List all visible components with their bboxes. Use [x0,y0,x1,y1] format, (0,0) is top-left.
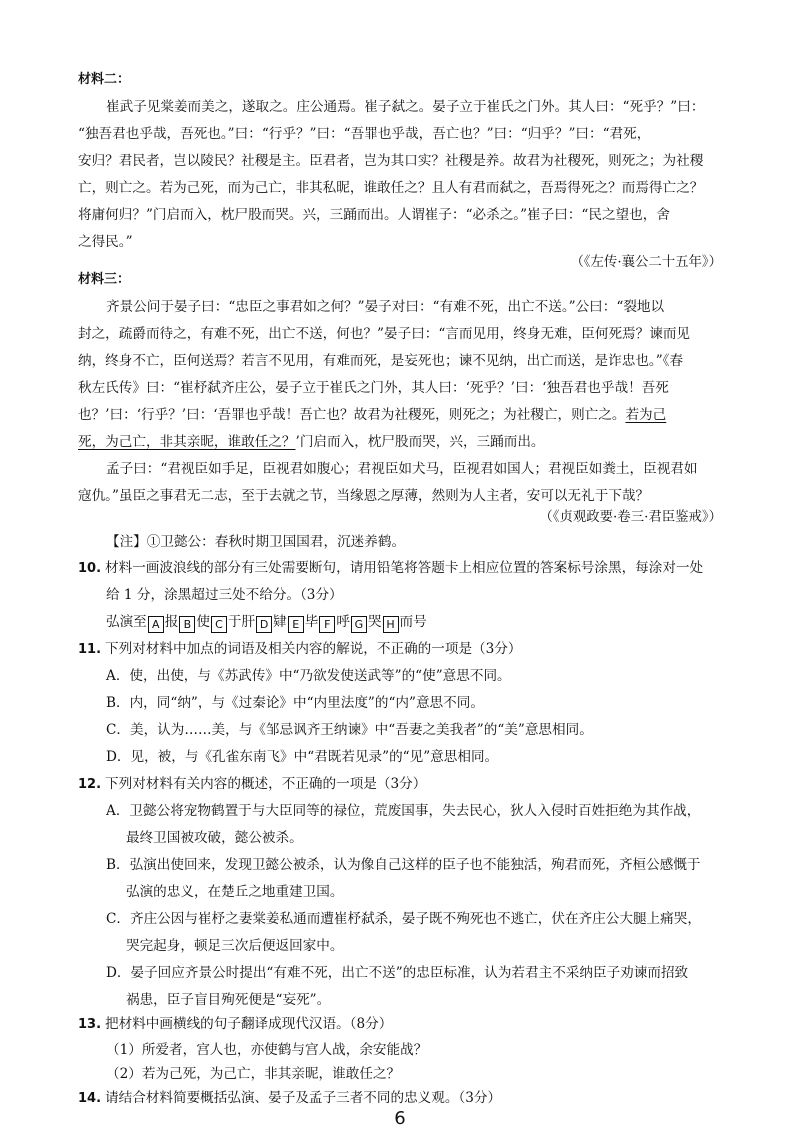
material2-line-3: 安归？君民者，岂以陵民？社稷是主。臣君者，岂为其口实？社稷是养。故君为社稷死，则死之；为社稷 [78,153,704,169]
question-13-number: 13. [78,1017,102,1032]
question-14-stem: 请结合材料简要概括弘演、晏子及孟子三者不同的忠义观。（3分） [105,1090,502,1106]
question-11-option-a: A．使，出使，与《苏武传》中“乃欲发使送武等”的“使”意思不同。 [106,668,511,684]
material3-line-2: 封之，疏爵而待之，有难不死，出亡不送，何也？”晏子曰：“言而见用，终身无难，臣何死焉？谏而见 [78,326,691,342]
segment-text: 使 [196,614,210,630]
material2-line-1: 崔武子见棠姜而美之，遂取之。庄公通焉。崔子弑之。晏子立于崔氏之门外。其人曰：“死乎？”曰： [106,99,705,115]
question-12-stem: 下列对材料有关内容的概述，不正确的一项是（3分） [105,776,427,792]
segment-text: 报 [164,614,179,630]
question-12-option-b-line-1: B．弘演出使回来，发现卫懿公被杀，认为像自己这样的臣子也不能独活，殉君而死，齐桓公感慨于 [106,857,701,873]
question-12-option-c-line-2: 哭完起身，顿足三次后便返回家中。 [126,938,344,954]
material3-line-1: 齐景公问于晏子曰：“忠臣之事君如之何？”晏子对曰：“有难不死，出亡不送。”公曰：“裂地以 [106,299,665,315]
question-11-option-d: D．见，被，与《孔雀东南飞》中“君既若见录”的“见”意思相同。 [106,749,499,765]
question-12-option-d-line-1: D．晏子回应齐景公时提出“有难不死，出亡不送”的忠臣标准，认为若君主不采纳臣子劝谏而招致 [106,965,689,981]
question-10-stem-line-1: 材料一画波浪线的部分有三处需要断句，请用铅笔将答题卡上相应位置的答案标号涂黑，每涂对一处 [105,560,704,576]
question-11-number: 11. [78,642,102,657]
material2-line-4: 亡，则亡之。若为己死，而为己亡，非其私昵，谁敢任之？且人有君而弑之，吾焉得死之？而焉得亡之？ [78,180,704,196]
question-11-stem: 下列对材料中加点的词语及相关内容的解说，不正确的一项是（3分） [105,641,522,657]
answer-box-a[interactable]: A [148,616,164,633]
material3-line-6-rest: ’门启而入，枕尸股而哭，兴，三踊而出。 [295,434,545,450]
material3-line-3: 纳，终身不亡，臣何送焉？若言不见用，有难而死，是妄死也；谏不见纳，出亡而送，是诈忠也。”《春 [78,353,684,369]
material2-heading: 材料二： [78,72,131,87]
question-10 [78,558,703,579]
question-11-option-c: C．美，认为……美，与《邹忌讽齐王纳谏》中“吾妻之美我者”的“美”意思相同。 [106,722,593,738]
question-10-number: 10. [78,561,102,576]
segment-text: 肄 [273,614,287,630]
segment-text: 呼 [336,614,350,630]
material3-heading: 材料三： [78,272,131,287]
segment-text: 于肝 [227,614,256,630]
question-14-number: 14. [78,1091,102,1106]
answer-box-g[interactable]: G [351,616,367,633]
question-12 [78,774,426,795]
mengzi-line-1: 孟子曰：“君视臣如手足，臣视君如腹心；君视臣如犬马，臣视君如国人；君视臣如粪土，臣视君如 [106,461,698,477]
question-14 [78,1088,501,1109]
question-10-stem-line-2: 给 1 分，涂黑超过三处不给分。（3分） [106,587,343,603]
question-12-option-d-line-2: 祸患，臣子盲目殉死便是“妄死”。 [126,992,331,1008]
question-12-option-b-line-2: 弘演的忠义，在楚丘之地重建卫国。 [126,884,344,900]
segment-text: 而号 [399,614,427,630]
mengzi-line-2: 寇仇。”虽臣之事君无二志，至于去就之节，当缘恩之厚薄，然则为人主者，安可以无礼于下哉？ [78,488,650,504]
material2-source: （《左传·襄公二十五年》） [570,255,722,270]
segment-text: 毕 [304,614,319,630]
question-13-stem: 把材料中画横线的句子翻译成现代汉语。（8分） [105,1016,393,1032]
page-number: 6 [394,1108,406,1129]
answer-box-h[interactable]: H [383,616,399,633]
material2-line-6: 之得民。” [78,234,133,250]
underlined-sentence-part-2: 死，为己亡，非其亲昵，谁敢任之？ [78,434,296,450]
question-10-answer-boxes [106,612,427,633]
question-13-item-2: （2）若为己死，为己亡，非其亲昵，谁敢任之？ [106,1066,401,1082]
material3-line-6 [78,432,545,452]
material2-line-5: 将庸何归？”门启而入，枕尸股而哭。兴，三踊而出。人谓崔子：“必杀之。”崔子曰：“民之望也，舍 [78,207,670,223]
answer-box-b[interactable]: B [179,616,195,633]
answer-box-d[interactable]: D [256,616,272,633]
question-12-option-a-line-1: A．卫懿公将宠物鹤置于与大臣同等的禄位，荒废国事，失去民心，狄人入侵时百姓拒绝为其作战， [106,803,701,819]
material3-source: （《贞观政要·卷三·君臣鉴戒》） [539,510,722,525]
underlined-sentence-part-1: 若为己 [625,407,667,423]
segment-text: 哭 [367,614,382,630]
question-12-option-c-line-1: C．齐庄公因与崔杼之妻棠姜私通而遭崔杼弑杀，晏子既不殉死也不逃亡，伏在齐庄公大腿上痛哭， [106,911,701,927]
question-12-option-a-line-2: 最终卫国被攻破，懿公被杀。 [126,830,303,846]
question-12-number: 12. [78,777,102,792]
material3-line-5-text: 也？’曰：‘行乎？’曰：‘吾罪也乎哉！吾亡也？故君为社稷死，则死之；为社稷亡，则亡之。 [78,407,626,423]
answer-box-f[interactable]: F [319,616,335,633]
material3-line-4: 秋左氏传》曰：“崔杼弑齐庄公，晏子立于崔氏之门外，其人曰：‘死乎？’曰：‘独吾君也乎哉！吾死 [78,380,669,396]
answer-box-e[interactable]: E [288,616,304,633]
question-13-item-1: （1）所爱者，宫人也，亦使鹤与宫人战，余安能战？ [106,1042,428,1058]
segment-text: 弘演至 [106,614,147,630]
answer-box-c[interactable]: C [211,616,227,633]
question-11-option-b: B．内，同“纳”，与《过秦论》中“内里法度”的“内”意思不同。 [106,695,484,711]
question-13 [78,1014,392,1035]
material2-line-2: “独吾君也乎哉，吾死也。”曰：“行乎？”曰：“吾罪也乎哉，吾亡也？”曰：“归乎？”曰：“君死， [78,126,651,142]
question-11 [78,639,522,660]
annotation-note: 【注】①卫懿公：春秋时期卫国国君，沉迷养鹤。 [106,534,406,550]
material3-line-5 [78,405,666,425]
